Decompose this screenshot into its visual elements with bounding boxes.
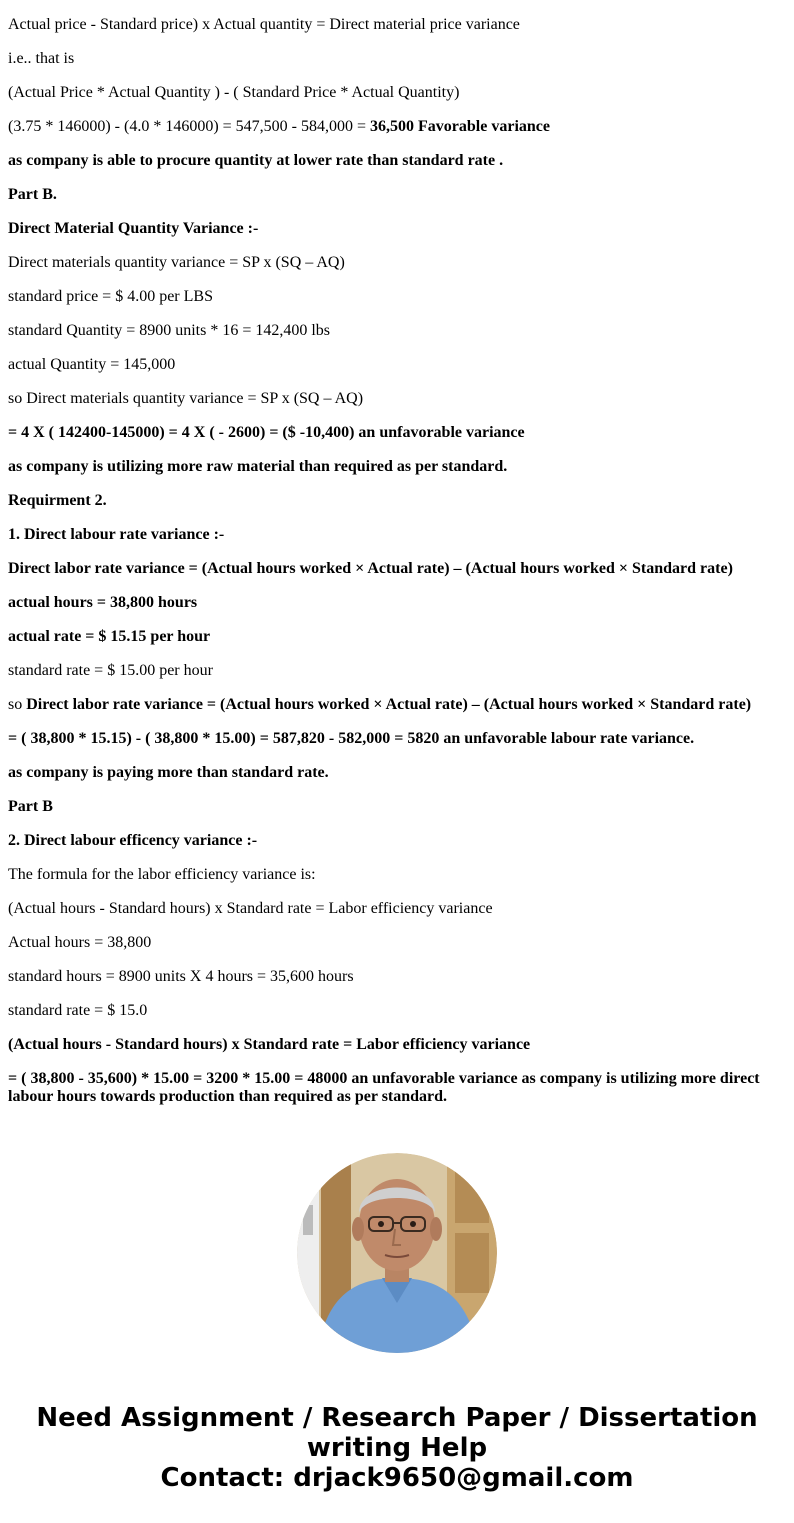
avatar [297, 1153, 497, 1353]
bold-text: Part B [8, 798, 53, 815]
text-line [8, 594, 786, 612]
bold-text: (Actual hours - Standard hours) x Standard rate = Labor efficiency variance [8, 1036, 531, 1053]
text-line [8, 1070, 786, 1106]
text-line [8, 84, 786, 102]
footer-help-text: Need Assignment / Research Paper / Dissertation writing Help [36, 1403, 758, 1463]
text-line [8, 492, 786, 510]
bold-text: 36,500 Favorable variance [370, 118, 550, 135]
text-line [8, 356, 786, 374]
text: actual Quantity = 145,000 [8, 356, 176, 373]
text: standard Quantity = 8900 units * 16 = 142,400 lbs [8, 322, 331, 339]
bold-text: actual hours = 38,800 hours [8, 594, 198, 611]
text-line [8, 798, 786, 816]
text-line [8, 560, 786, 578]
text: The formula for the labor efficiency variance is: [8, 866, 316, 883]
text: (3.75 * 146000) - (4.0 * 146000) = 547,500 - 584,000 = [8, 118, 371, 135]
text-line [8, 16, 786, 34]
bold-text: as company is able to procure quantity at lower rate than standard rate . [8, 152, 504, 169]
text-line [8, 934, 786, 952]
text-line [8, 662, 786, 680]
text-line [8, 254, 786, 272]
text: Direct materials quantity variance = SP x (SQ – AQ) [8, 254, 345, 271]
bold-text: actual rate = $ 15.15 per hour [8, 628, 211, 645]
text-line [8, 424, 786, 442]
text-line [8, 866, 786, 884]
text-line [8, 458, 786, 476]
text: standard rate = $ 15.00 per hour [8, 662, 213, 679]
text-line [8, 288, 786, 306]
text-line [8, 1036, 786, 1054]
text-line [8, 322, 786, 340]
text: (Actual hours - Standard hours) x Standard rate = Labor efficiency variance [8, 900, 493, 917]
text: standard rate = $ 15.0 [8, 1002, 148, 1019]
text: (Actual Price * Actual Quantity ) - ( Standard Price * Actual Quantity) [8, 84, 460, 101]
footer-contact-text: Contact: drjack9650@gmail.com [160, 1463, 634, 1493]
text-line [8, 968, 786, 986]
bold-text: Direct labor rate variance = (Actual hours worked × Actual rate) – (Actual hours worked × Standard rate) [26, 696, 752, 713]
bold-text: 2. Direct labour efficency variance :- [8, 832, 258, 849]
text-line [8, 220, 786, 238]
footer-banner [0, 1403, 794, 1493]
text-line [8, 152, 786, 170]
text-line [8, 764, 786, 782]
text: i.e.. that is [8, 50, 75, 67]
text-line [8, 50, 786, 68]
text: Actual hours = 38,800 [8, 934, 152, 951]
bold-text: Requirment 2. [8, 492, 107, 509]
bold-text: Direct Material Quantity Variance :- [8, 220, 259, 237]
author-photo [297, 1153, 497, 1353]
bold-text: Direct labor rate variance = (Actual hours worked × Actual rate) – (Actual hours worked × Standard rate) [8, 560, 733, 577]
bold-text: as company is utilizing more raw material than required as per standard. [8, 458, 508, 475]
text-line [8, 186, 786, 204]
bold-text: as company is paying more than standard rate. [8, 764, 329, 781]
text-line [8, 730, 786, 748]
bold-text: 1. Direct labour rate variance :- [8, 526, 225, 543]
bold-text: Part B. [8, 186, 57, 203]
text-line [8, 696, 786, 714]
text: so [8, 696, 27, 713]
text-line [8, 832, 786, 850]
bold-text: = 4 X ( 142400-145000) = 4 X ( - 2600) = ($ -10,400) an unfavorable variance [8, 424, 525, 441]
text: Actual price - Standard price) x Actual quantity = Direct material price variance [8, 16, 520, 33]
text-line [8, 526, 786, 544]
text-line [8, 1002, 786, 1020]
bold-text: = ( 38,800 * 15.15) - ( 38,800 * 15.00) = 587,820 - 582,000 = 5820 an unfavorable labour rate variance. [8, 730, 695, 747]
text-line [8, 390, 786, 408]
text-line [8, 118, 786, 136]
text: standard price = $ 4.00 per LBS [8, 288, 213, 305]
text-line [8, 900, 786, 918]
bold-text: = ( 38,800 - 35,600) * 15.00 = 3200 * 15.00 = 48000 an unfavorable variance as company is utilizing more direct labour hours towards production than required as per standard. [8, 1070, 760, 1105]
text-line [8, 628, 786, 646]
text: standard hours = 8900 units X 4 hours = 35,600 hours [8, 968, 354, 985]
text: so Direct materials quantity variance = SP x (SQ – AQ) [8, 390, 364, 407]
